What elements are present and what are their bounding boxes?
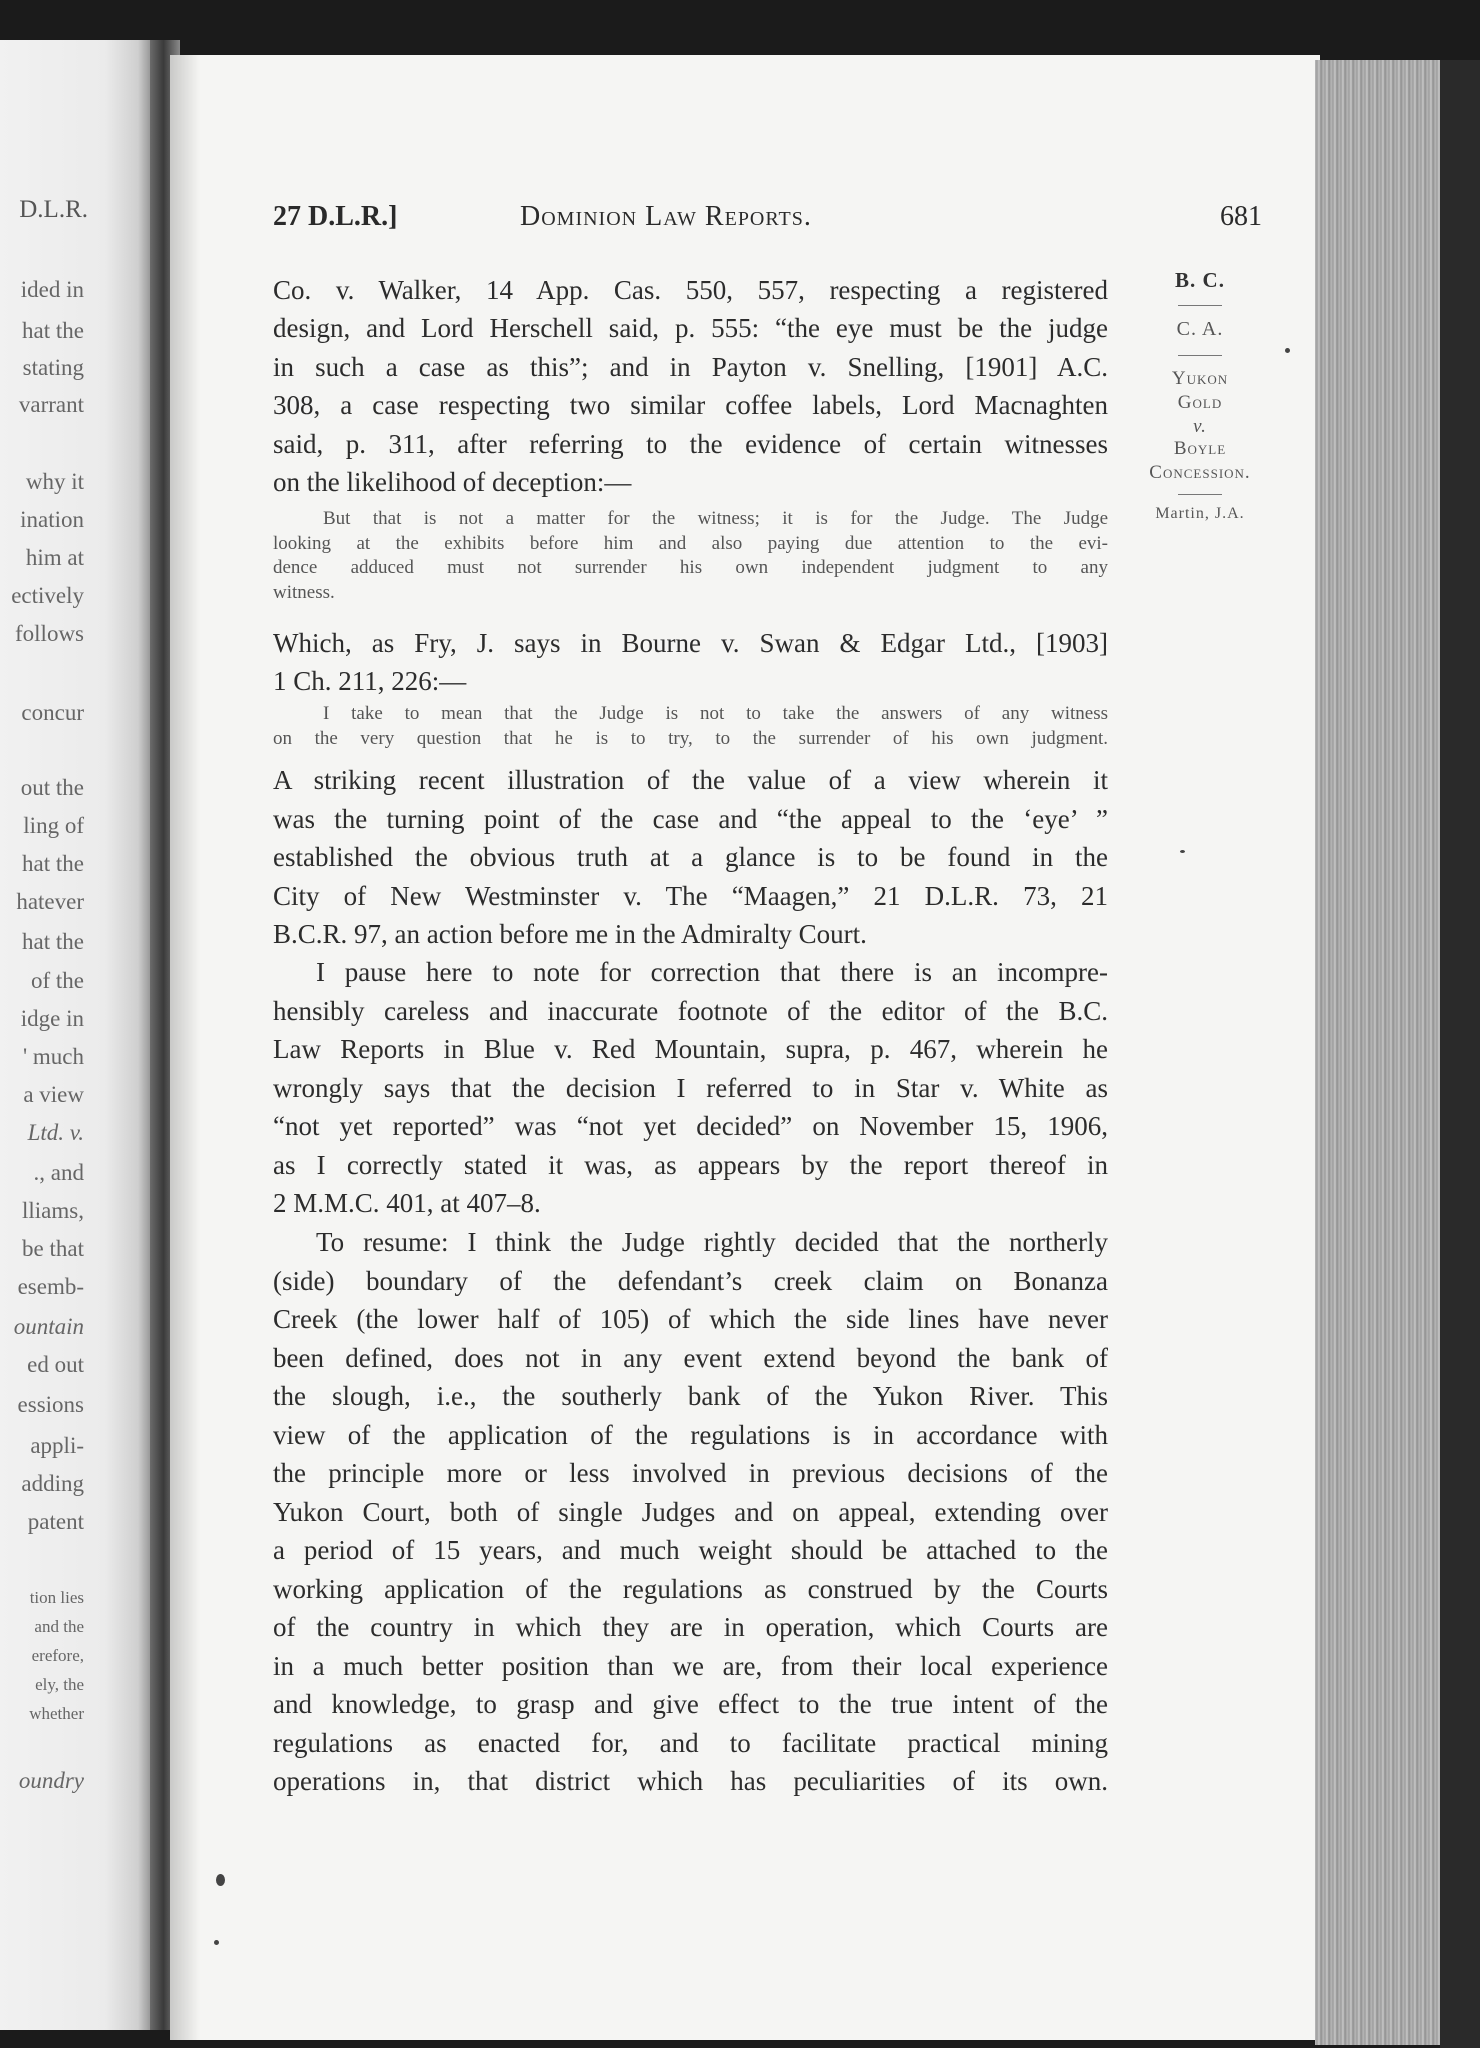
body-line: and knowledge, to grasp and give effect to the true intent of the xyxy=(273,1689,1108,1719)
left-page-line: essions xyxy=(17,1392,84,1417)
left-page-line: erefore, xyxy=(31,1646,84,1665)
left-page-line: hat the xyxy=(22,851,84,876)
left-page-line: appli- xyxy=(30,1433,84,1458)
quote-line: But that is not a matter for the witness; it is for the Judge. The Judge xyxy=(323,508,1108,529)
body-line: To resume: I think the Judge rightly decided that the northerly xyxy=(316,1227,1108,1257)
left-page-line: of the xyxy=(30,968,84,993)
running-head-title: Dominion Law Reports. xyxy=(520,201,812,232)
margin-case-2: Gold xyxy=(1177,392,1223,413)
page-shadow xyxy=(170,55,200,2040)
margin-case-3: v. xyxy=(1193,416,1207,437)
left-page-line: him at xyxy=(25,545,84,570)
body-line: wrongly says that the decision I referred to in Star v. White as xyxy=(273,1072,1108,1103)
body-line: established the obvious truth at a glance is to be found in the xyxy=(273,842,1108,872)
margin-rule xyxy=(1178,355,1222,356)
speck xyxy=(214,1940,219,1945)
left-page-line: stating xyxy=(22,355,84,380)
body-line: hensibly careless and inaccurate footnote of the editor of the B.C. xyxy=(273,995,1108,1026)
margin-rule xyxy=(1178,494,1222,495)
left-page xyxy=(0,40,150,2030)
page-edges xyxy=(1315,60,1445,2045)
body-line: was the turning point of the case and “the appeal to the ‘eye’ ” xyxy=(273,803,1108,834)
margin-rule xyxy=(1178,305,1222,306)
left-page-line: concur xyxy=(21,700,84,725)
body-line: in such a case as this”; and in Payton v. Snelling, [1901] A.C. xyxy=(273,351,1108,382)
margin-province: B. C. xyxy=(1175,268,1225,292)
body-line: view of the application of the regulations is in accordance with xyxy=(273,1419,1108,1450)
body-line: the principle more or less involved in previous decisions of the xyxy=(273,1458,1108,1488)
body-line: a period of 15 years, and much weight should be attached to the xyxy=(273,1535,1108,1565)
left-page-line: lliams, xyxy=(22,1198,84,1223)
left-page-line: be that xyxy=(22,1236,84,1261)
quote-line: looking at the exhibits before him and also paying due attention to the evi- xyxy=(273,532,1108,554)
left-page-line: ided in xyxy=(20,277,84,302)
left-page-line: ed out xyxy=(27,1352,84,1377)
left-page-line: ., and xyxy=(33,1160,84,1185)
body-line: been defined, does not in any event extend beyond the bank of xyxy=(273,1342,1108,1373)
body-line: Which, as Fry, J. says in Bourne v. Swan & Edgar Ltd., [1903] xyxy=(273,628,1108,658)
body-line: working application of the regulations as construed by the Courts xyxy=(273,1573,1108,1604)
margin-case-5: Concession. xyxy=(1149,462,1251,483)
page-number: 681 xyxy=(1220,201,1262,232)
quote-line: on the very question that he is to try, to the surrender of his own judgment. xyxy=(273,728,1108,749)
body-line: Law Reports in Blue v. Red Mountain, supra, p. 467, wherein he xyxy=(273,1034,1108,1064)
left-page-line: out the xyxy=(20,775,84,800)
body-line: 308, a case respecting two similar coffee labels, Lord Macnaghten xyxy=(273,390,1108,421)
left-page-line: a view xyxy=(23,1082,84,1107)
body-line: said, p. 311, after referring to the evidence of certain witnesses xyxy=(273,428,1108,459)
quote-line: witness. xyxy=(273,581,335,603)
margin-case-4: Boyle xyxy=(1173,438,1227,459)
left-page-line: hat the xyxy=(22,929,84,954)
speck xyxy=(1180,850,1185,853)
left-page-line: and the xyxy=(34,1617,84,1636)
body-line: regulations as enacted for, and to facilitate practical mining xyxy=(273,1727,1108,1758)
left-page-line: ling of xyxy=(23,813,84,838)
left-page-line: ectively xyxy=(11,583,84,608)
left-page-line: tion lies xyxy=(29,1588,84,1607)
body-line: on the likelihood of deception:— xyxy=(273,467,632,497)
body-line: of the country in which they are in operation, which Courts are xyxy=(273,1612,1108,1642)
quote-line: I take to mean that the Judge is not to take the answers of any witness xyxy=(323,703,1108,724)
margin-court: C. A. xyxy=(1176,318,1224,340)
body-line: A striking recent illustration of the value of a view wherein it xyxy=(273,765,1108,795)
left-page-line: adding xyxy=(21,1471,84,1496)
left-page-header: D.L.R. xyxy=(19,196,88,223)
left-page-line: ination xyxy=(20,507,84,532)
body-line: I pause here to note for correction that there is an incompre- xyxy=(316,957,1108,987)
body-line: “not yet reported” was “not yet decided” on November 15, 1906, xyxy=(273,1111,1108,1141)
body-line: 2 M.M.C. 401, at 407–8. xyxy=(273,1188,541,1218)
left-page-line: whether xyxy=(29,1704,84,1723)
margin-case-1: Yukon xyxy=(1171,368,1229,389)
body-line: in a much better position than we are, from their local experience xyxy=(273,1650,1108,1681)
speck xyxy=(1285,348,1290,353)
left-page-line: Ltd. v. xyxy=(27,1120,84,1145)
body-line: Creek (the lower half of 105) of which the side lines have never xyxy=(273,1304,1108,1334)
body-line: Co. v. Walker, 14 App. Cas. 550, 557, respecting a registered xyxy=(273,275,1108,305)
left-page-line: idge in xyxy=(20,1006,84,1031)
body-line: B.C.R. 97, an action before me in the Admiralty Court. xyxy=(273,919,867,949)
body-line: the slough, i.e., the southerly bank of the Yukon River. This xyxy=(273,1381,1108,1411)
body-line: City of New Westminster v. The “Maagen,” 21 D.L.R. 73, 21 xyxy=(273,880,1108,911)
quote-line: dence adduced must not surrender his own independent judgment to any xyxy=(273,557,1108,578)
left-page-line: ely, the xyxy=(35,1675,84,1694)
body-line: as I correctly stated it was, as appears by the report thereof in xyxy=(273,1149,1108,1180)
body-line: 1 Ch. 211, 226:— xyxy=(273,666,467,696)
left-page-line: why it xyxy=(25,469,84,494)
left-page-line: patent xyxy=(27,1509,84,1534)
left-page-line: oundry xyxy=(18,1768,84,1793)
left-page-line: ' much xyxy=(23,1044,84,1069)
left-page-line: hatever xyxy=(16,889,84,914)
body-line: operations in, that district which has peculiarities of its own. xyxy=(273,1766,1108,1796)
left-page-line: follows xyxy=(15,621,84,646)
speck xyxy=(216,1874,225,1886)
left-page-line: ountain xyxy=(13,1314,84,1339)
margin-judge: Martin, J.A. xyxy=(1155,505,1245,522)
book-cover-edge xyxy=(1440,60,1480,2048)
body-line: Yukon Court, both of single Judges and on appeal, extending over xyxy=(273,1496,1108,1527)
running-head-volume: 27 D.L.R.] xyxy=(273,201,398,232)
left-page-line: varrant xyxy=(18,392,84,417)
body-line: design, and Lord Herschell said, p. 555: “the eye must be the judge xyxy=(273,313,1108,344)
left-page-line: esemb- xyxy=(17,1274,84,1299)
left-page-line: hat the xyxy=(22,318,84,343)
body-line: (side) boundary of the defendant’s creek claim on Bonanza xyxy=(273,1265,1108,1296)
